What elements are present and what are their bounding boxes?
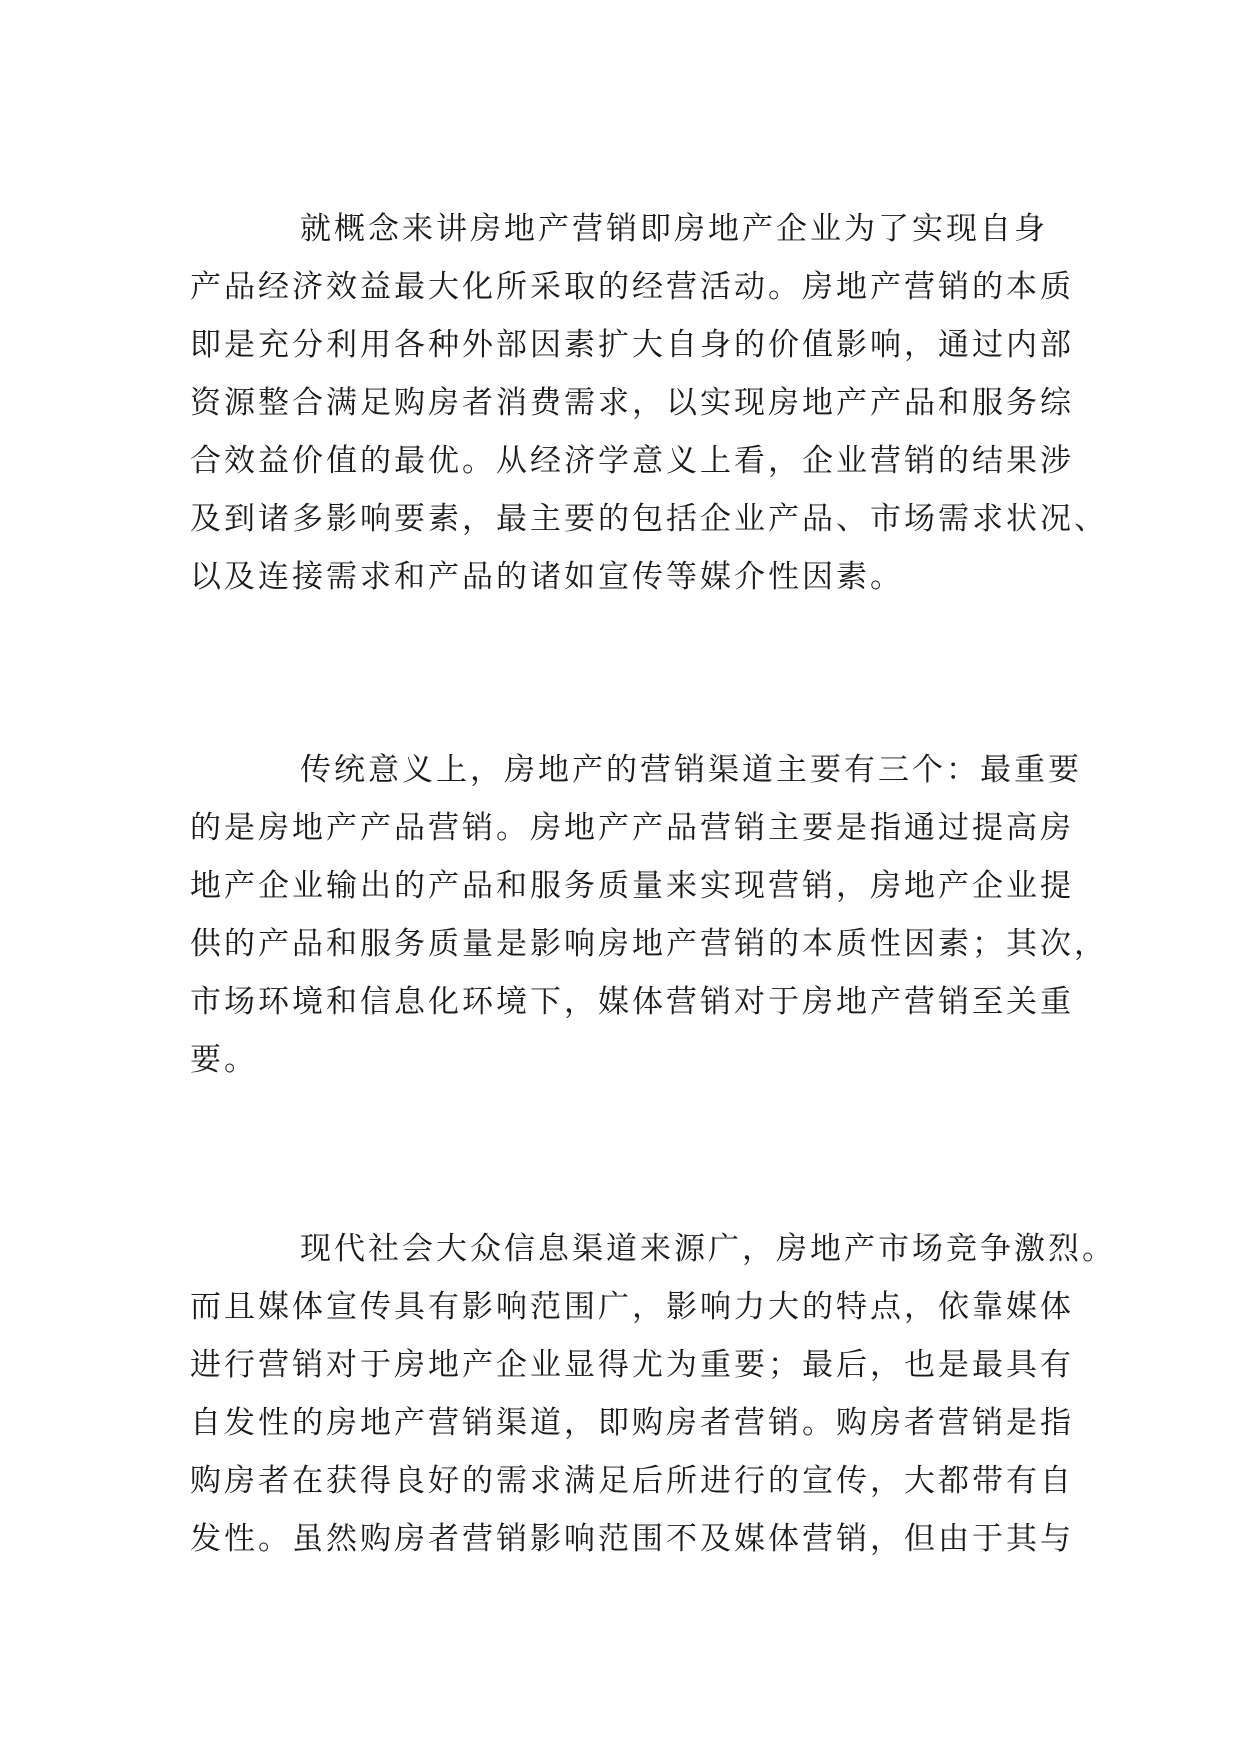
paragraph-line: 市场环境和信息化环境下，媒体营销对于房地产营销至关重 [190,984,1074,1020]
paragraph-line: 合效益价值的最优。从经济学意义上看，企业营销的结果涉 [190,443,1074,479]
paragraph-line: 就概念来讲房地产营销即房地产企业为了实现自身 [300,211,1048,247]
paragraph-line: 地产企业输出的产品和服务质量来实现营销，房地产企业提 [190,868,1074,904]
paragraph-line: 购房者在获得良好的需求满足后所进行的宣传，大都带有自 [190,1463,1074,1499]
paragraph-line: 及到诸多影响要素，最主要的包括企业产品、市场需求状况、 [190,501,1108,537]
paragraph-line: 现代社会大众信息渠道来源广，房地产市场竞争激烈。 [300,1231,1116,1267]
paragraph-line: 产品经济效益最大化所采取的经营活动。房地产营销的本质 [190,269,1074,305]
paragraph-line: 自发性的房地产营销渠道，即购房者营销。购房者营销是指 [190,1405,1074,1441]
paragraph-line: 发性。虽然购房者营销影响范围不及媒体营销，但由于其与 [190,1521,1074,1557]
paragraph-line: 而且媒体宣传具有影响范围广，影响力大的特点，依靠媒体 [190,1289,1074,1325]
paragraph-line: 传统意义上，房地产的营销渠道主要有三个：最重要 [300,752,1082,788]
paragraph-line: 资源整合满足购房者消费需求，以实现房地产产品和服务综 [190,385,1074,421]
paragraph-line: 以及连接需求和产品的诸如宣传等媒介性因素。 [190,559,904,595]
paragraph-line: 的是房地产产品营销。房地产产品营销主要是指通过提高房 [190,810,1074,846]
paragraph-line: 即是充分利用各种外部因素扩大自身的价值影响，通过内部 [190,327,1074,363]
paragraph-line: 要。 [190,1042,258,1078]
paragraph-line: 供的产品和服务质量是影响房地产营销的本质性因素；其次， [190,926,1108,962]
paragraph-line: 进行营销对于房地产企业显得尤为重要；最后，也是最具有 [190,1347,1074,1383]
